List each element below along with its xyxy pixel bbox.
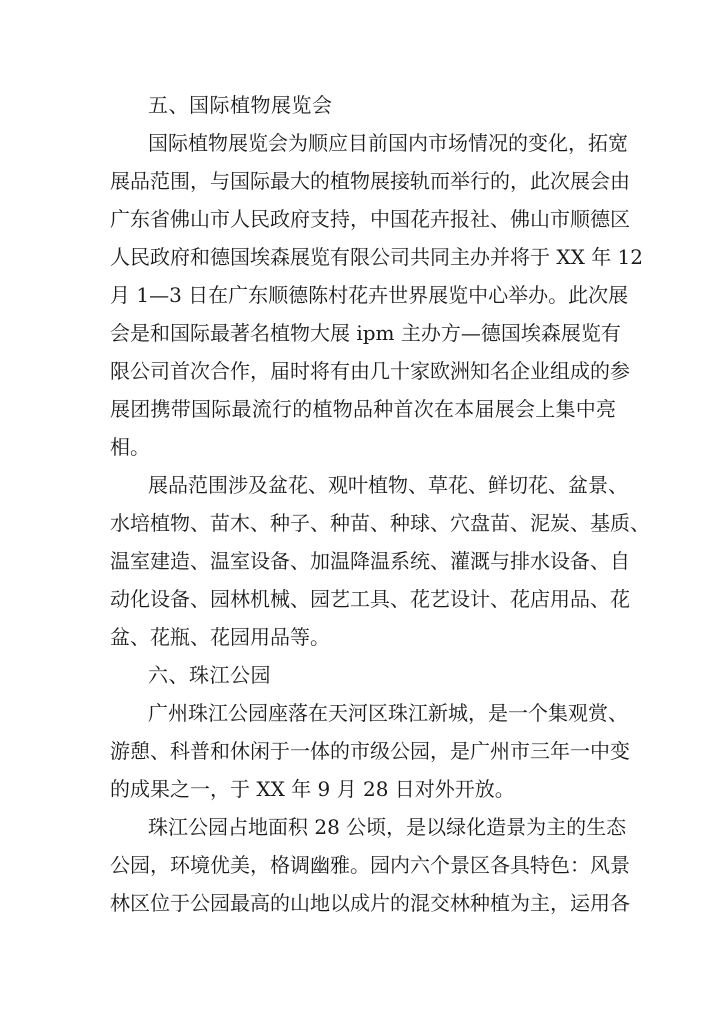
paragraph-line: 动化设备、园林机械、园艺工具、花艺设计、花店用品、花 xyxy=(110,587,630,611)
paragraph-line: 盆、花瓶、花园用品等。 xyxy=(110,625,330,649)
paragraph-line: 月 1—3 日在广东顺德陈村花卉世界展览中心举办。此次展 xyxy=(110,283,629,307)
paragraph-line: 林区位于公园最高的山地以成片的混交林种植为主，运用各 xyxy=(110,891,630,915)
paragraph-line: 展品范围涉及盆花、观叶植物、草花、鲜切花、盆景、 xyxy=(148,473,628,497)
paragraph-line: 人民政府和德国埃森展览有限公司共同主办并将于 XX 年 12 xyxy=(110,245,643,269)
paragraph-line: 水培植物、苗木、种子、种苗、种球、穴盘苗、泥炭、基质、 xyxy=(110,511,650,535)
paragraph-line: 相。 xyxy=(110,435,150,459)
paragraph-line: 展品范围，与国际最大的植物展接轨而举行的，此次展会由 xyxy=(110,169,630,193)
section-6-heading: 六、珠江公园 xyxy=(148,663,271,687)
paragraph-line: 限公司首次合作，届时将有由几十家欧洲知名企业组成的参 xyxy=(110,359,630,383)
paragraph-line: 会是和国际最著名植物大展 ipm 主办方—德国埃森展览有 xyxy=(110,321,621,345)
paragraph-line: 珠江公园占地面积 28 公顷，是以绿化造景为主的生态 xyxy=(148,815,627,839)
paragraph-line: 展团携带国际最流行的植物品种首次在本届展会上集中亮 xyxy=(110,397,616,421)
paragraph-line: 广东省佛山市人民政府支持，中国花卉报社、佛山市顺德区 xyxy=(110,207,630,231)
paragraph-line: 公园，环境优美，格调幽雅。园内六个景区各具特色：风景 xyxy=(110,853,630,877)
section-5-heading: 五、国际植物展览会 xyxy=(148,93,333,117)
paragraph-line: 游憩、科普和休闲于一体的市级公园，是广州市三年一中变 xyxy=(110,739,630,763)
paragraph-line: 广州珠江公园座落在天河区珠江新城，是一个集观赏、 xyxy=(148,701,628,725)
paragraph-line: 国际植物展览会为顺应目前国内市场情况的变化，拓宽 xyxy=(148,131,628,155)
paragraph-line: 温室建造、温室设备、加温降温系统、灌溉与排水设备、自 xyxy=(110,549,630,573)
paragraph-line: 的成果之一，于 XX 年 9 月 28 日对外开放。 xyxy=(110,777,515,801)
